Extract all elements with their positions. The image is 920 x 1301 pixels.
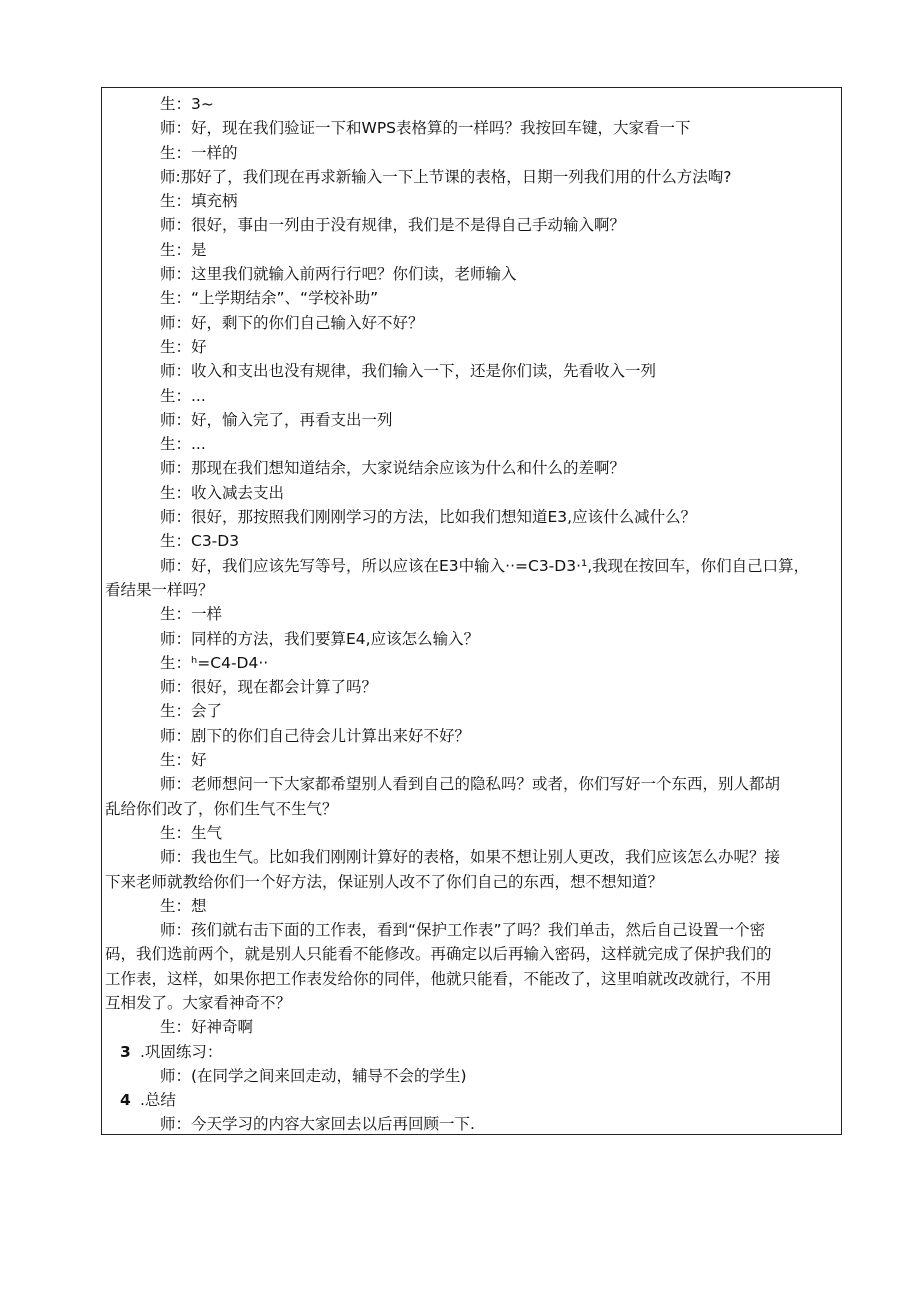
dialogue-line: 师：很好，那按照我们刚刚学习的方法，比如我们想知道E3,应该什么减什么？ (160, 508, 697, 527)
dialogue-line: 师：收入和支出也没有规律，我们输入一下，还是你们读，先看收入一列 (160, 362, 657, 381)
dialogue-line: 师：好，现在我们验证一下和WPS表格算的一样吗？我按回车键，大家看一下 (160, 119, 691, 138)
dialogue-line: 生：... (160, 435, 206, 454)
dialogue-line: 码，我们选前两个，就是别人只能看不能修改。再确定以后再输入密码，这样就完成了保护我们的 (105, 945, 772, 964)
dialogue-line: 师：孩们就右击下面的工作表，看到“保护工作表”了吗？我们单击，然后自己设置一个密 (160, 921, 766, 940)
dialogue-line: 师：同样的方法，我们要算E4,应该怎么输入？ (160, 629, 480, 648)
dialogue-line: 生：好神奇啊 (160, 1018, 254, 1037)
dialogue-line: 乱给你们改了，你们生气不生气？ (105, 799, 338, 818)
dialogue-line: 师：剧下的你们自己待会儿计算出来好不好？ (160, 726, 471, 745)
dialogue-line: 生：一样的 (160, 143, 238, 162)
dialogue-line: 师：好，剩下的你们自己输入好不好？ (160, 313, 424, 332)
dialogue-line: 生：C3-D3 (160, 532, 240, 551)
dialogue-line: 生：填充柄 (160, 192, 238, 211)
dialogue-line: 生：“上学期结余”、“学校补助” (160, 289, 379, 308)
dialogue-line: 师：那现在我们想知道结余，大家说结余应该为什么和什么的差啊？ (160, 459, 626, 478)
dialogue-line: 互相发了。大家看神奇不？ (105, 993, 292, 1012)
dialogue-line: 师：今天学习的内容大家回去以后再回顾一下. (160, 1115, 475, 1134)
dialogue-line: 师：好，我们应该先写等号，所以应该在E3中输入··=C3-D3·¹,我现在按回车，你们自己口算， (160, 556, 810, 575)
dialogue-line: 下来老师就教给你们一个好方法，保证别人改不了你们自己的东西，想不想知道？ (105, 872, 664, 891)
dialogue-line: 师：(在同学之间来回走动，辅导不会的学生) (160, 1066, 467, 1085)
dialogue-line: 生：想 (160, 896, 207, 915)
dialogue-line: 生：ʰ=C4-D4·· (160, 653, 269, 672)
dialogue-line: 生：收入减去支出 (160, 483, 285, 502)
dialogue-line: 生：是 (160, 240, 207, 259)
section-number: 4 (120, 1091, 131, 1110)
dialogue-line: 师：我也生气。比如我们刚刚计算好的表格，如果不想让别人更改，我们应该怎么办呢？接 (160, 848, 781, 867)
dialogue-line: 生：好 (160, 337, 207, 356)
document-frame (101, 87, 842, 1135)
dialogue-line: 生：... (160, 386, 206, 405)
dialogue-line: 师：好，愉入完了，再看支出一列 (160, 410, 393, 429)
dialogue-line: 生：会了 (160, 702, 223, 721)
dialogue-line (102, 1040, 841, 1064)
dialogue-line: 生：3~ (160, 95, 214, 113)
dialogue-line: 师：很好，现在都会计算了吗？ (160, 678, 378, 697)
dialogue-line (102, 1088, 841, 1112)
section-title: .总结 (140, 1091, 176, 1110)
dialogue-line: 生：好 (160, 751, 207, 770)
dialogue-line: 看结果一样吗？ (105, 580, 214, 599)
section-number: 3 (120, 1042, 131, 1061)
dialogue-lines (102, 92, 841, 1137)
dialogue-line: 师：老师想问一下大家都希望别人看到自己的隐私吗？或者，你们写好一个东西，别人都胡 (160, 775, 781, 794)
dialogue-line: 师：很好，事由一列由于没有规律，我们是不是得自己手动输入啊？ (160, 216, 626, 235)
dialogue-line: 师：这里我们就输入前两行行吧？你们读，老师输入 (160, 265, 517, 284)
dialogue-line: 师:那好了，我们现在再求新输入一下上节课的表格，日期一列我们用的什么方法啕? (160, 167, 732, 186)
dialogue-line: 工作表，这样，如果你把工作表发给你的同伴，他就只能看，不能改了，这里咱就改改就行，不用 (105, 969, 772, 988)
section-title: .巩固练习： (140, 1042, 223, 1061)
dialogue-line: 生：一样 (160, 605, 223, 624)
dialogue-line: 生：生气 (160, 823, 223, 842)
